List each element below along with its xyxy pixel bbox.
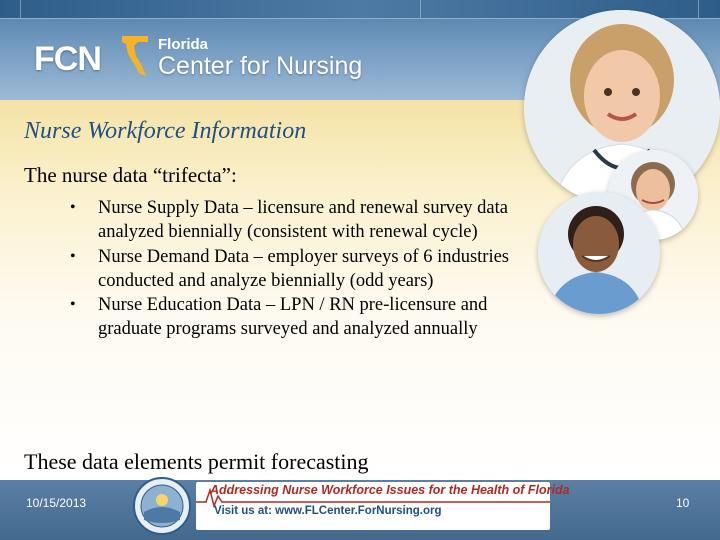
- bullet-text: Nurse Supply Data – licensure and renewal survey data analyzed biennially (consistent with renewal cycle): [98, 198, 508, 243]
- list-item: [70, 196, 550, 245]
- footer-url-link[interactable]: Visit us at: www.FLCenter.ForNursing.org: [214, 505, 442, 517]
- bullet-icon: •: [70, 199, 76, 216]
- strip-divider: [20, 0, 21, 18]
- bullet-icon: •: [70, 247, 76, 265]
- footer-date: 10/15/2013: [26, 496, 87, 510]
- footer-tagline: Addressing Nurse Workforce Issues for the Health of Florida: [210, 483, 570, 497]
- bullet-list: [70, 196, 550, 342]
- bullet-text: Nurse Demand Data – employer surveys of 6 industries conducted and analyze biennially (odd years): [98, 246, 510, 291]
- florida-seal-icon: [132, 476, 192, 536]
- lead-text: The nurse data “trifecta”:: [24, 163, 237, 187]
- bullet-text: Nurse Education Data – LPN / RN pre-licensure and graduate programs surveyed and analyzed annually: [98, 295, 488, 340]
- logo-org-name: Center for Nursing: [158, 52, 363, 80]
- logo-abbreviation: FCN: [34, 40, 101, 78]
- florida-state-icon: [120, 34, 150, 78]
- nurse-photo-man: [538, 192, 660, 314]
- page-number: 10: [676, 496, 690, 510]
- slide-title: Nurse Workforce Information: [24, 118, 307, 144]
- list-item: [70, 245, 550, 294]
- logo-state-name: Florida: [158, 36, 209, 53]
- strip-divider: [420, 0, 421, 18]
- strip-divider: [698, 0, 699, 18]
- bullet-icon: •: [70, 296, 76, 314]
- list-item: [70, 293, 550, 342]
- closing-statement: These data elements permit forecasting: [24, 449, 369, 474]
